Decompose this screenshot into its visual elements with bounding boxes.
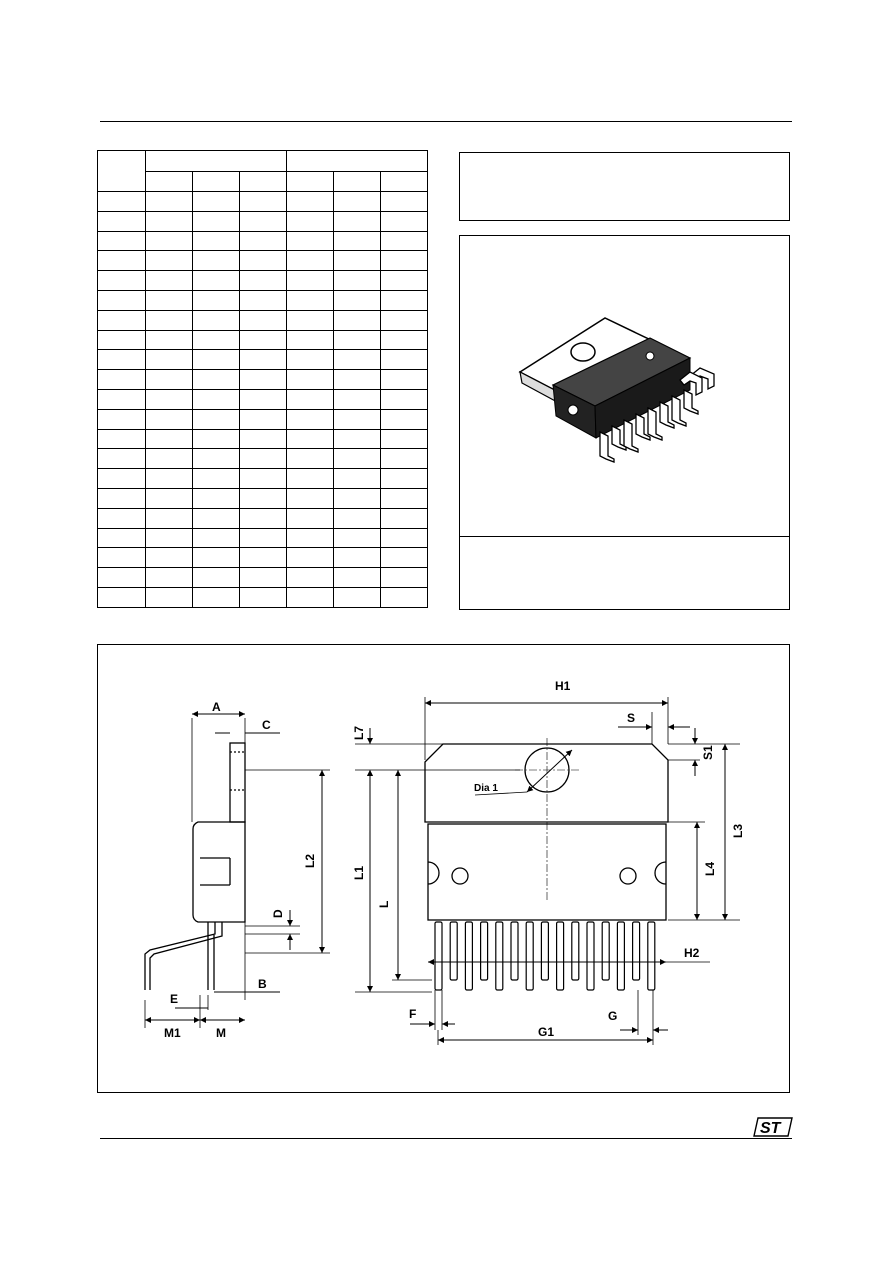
label-C: C	[262, 718, 271, 732]
label-L3: L3	[731, 823, 745, 838]
side-view-labels	[164, 700, 317, 1040]
label-D: D	[271, 909, 285, 918]
label-dia1: Dia 1	[474, 783, 498, 794]
label-L2: L2	[303, 853, 317, 868]
label-B: B	[258, 977, 267, 991]
pin	[617, 922, 624, 990]
pin	[541, 922, 548, 980]
pin	[572, 922, 579, 980]
pin	[481, 922, 488, 980]
label-F: F	[409, 1007, 417, 1021]
pin	[557, 922, 564, 990]
label-G: G	[608, 1009, 618, 1023]
label-A: A	[212, 700, 221, 714]
label-G1: G1	[538, 1025, 555, 1039]
mounting-hole-icon	[571, 343, 595, 361]
package-3d-illustration	[520, 318, 714, 462]
side-view-drawing	[145, 714, 330, 1028]
label-S1: S1	[701, 745, 715, 760]
pin	[496, 922, 503, 990]
pin	[526, 922, 533, 990]
pin	[450, 922, 457, 980]
pin	[633, 922, 640, 980]
st-logo-text: ST	[760, 1120, 781, 1137]
label-L4: L4	[703, 861, 717, 876]
label-M: M	[216, 1026, 226, 1040]
label-H1: H1	[555, 679, 571, 693]
pin	[435, 922, 442, 990]
pin	[587, 922, 594, 990]
label-M1: M1	[164, 1026, 181, 1040]
front-view-pins	[435, 922, 655, 990]
pin	[602, 922, 609, 980]
label-S: S	[627, 711, 636, 725]
label-H2: H2	[684, 946, 700, 960]
front-view-dimensions	[355, 697, 740, 1045]
label-E: E	[170, 992, 179, 1006]
pin	[465, 922, 472, 990]
pin	[511, 922, 518, 980]
label-L7: L7	[352, 725, 366, 740]
label-L1: L1	[352, 865, 366, 880]
label-L: L	[377, 900, 391, 908]
pin	[648, 922, 655, 990]
front-view-labels	[352, 679, 745, 1039]
st-logo	[754, 1118, 792, 1137]
front-view-drawing	[425, 738, 668, 920]
